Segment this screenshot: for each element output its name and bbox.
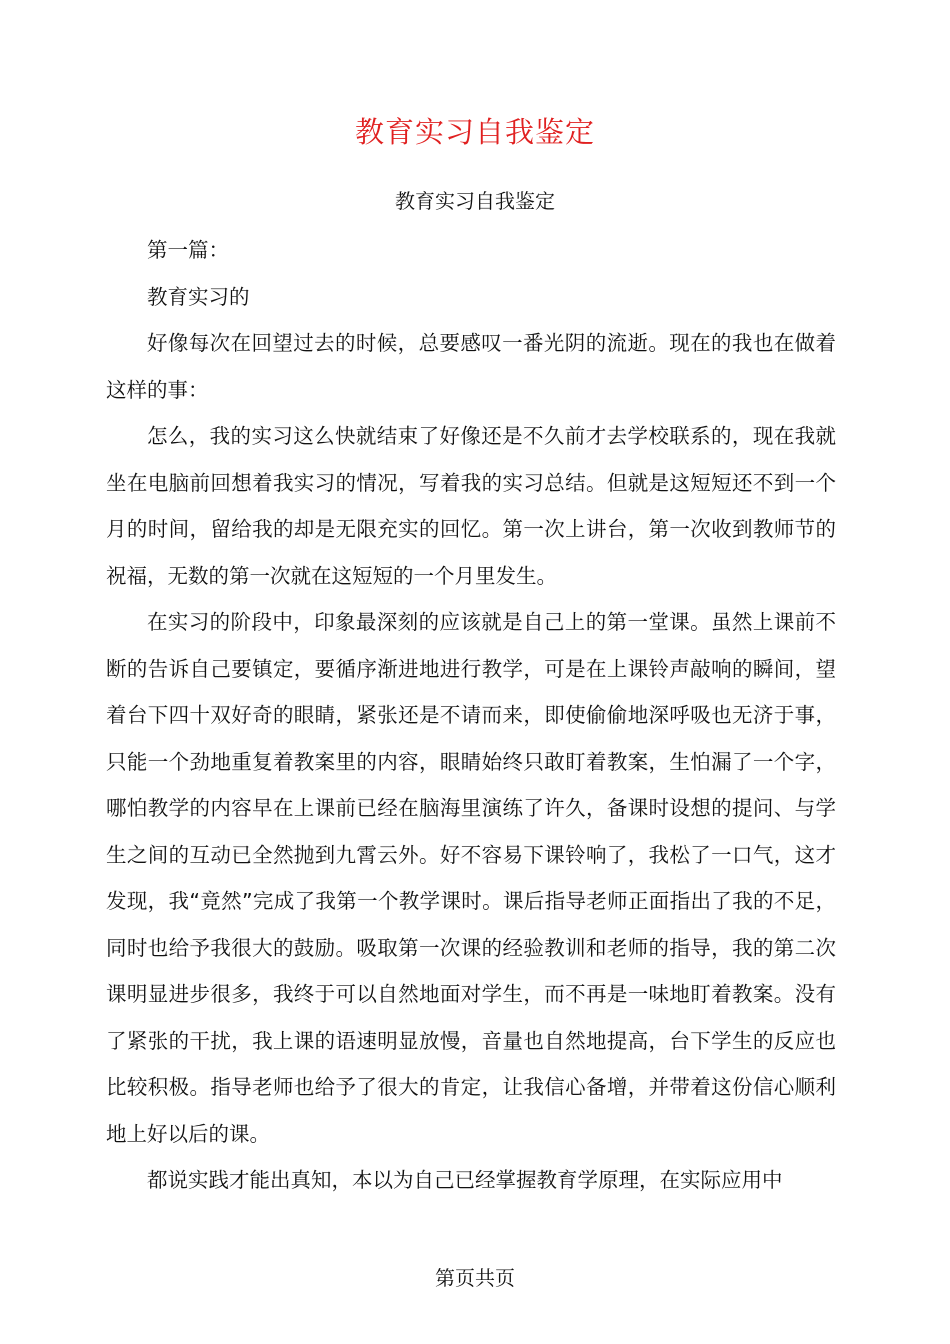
document-title: 教育实习自我鉴定 xyxy=(354,115,595,149)
paragraph: 都说实践才能出真知，本以为自己已经掌握教育学原理，在实际应用中 xyxy=(147,1168,783,1192)
document-body xyxy=(106,227,836,1204)
page-footer: 第页共页 xyxy=(435,1266,515,1290)
paragraph: 好像每次在回望过去的时候，总要感叹一番光阴的流逝。现在的我也在做着这样的事： xyxy=(106,331,836,402)
paragraph-topic-heading: 教育实习的 xyxy=(147,284,250,309)
paragraph-section-heading: 第一篇： xyxy=(147,238,229,262)
paragraph: 在实习的阶段中，印象最深刻的应该就是自己上的第一堂课。虽然上课前不断的告诉自己要镇定，要循序渐进地进行教学，可是在上课铃声敲响的瞬间，望着台下四十双好奇的眼睛，紧张还是不请而来，即使偷偷地深呼吸也无济于事，只能一个劲地重复着教案里的内容，眼睛始终只敢盯着教案，生怕漏了一个字，哪怕教学的内容早在上课前已经在脑海里演练了许久，备课时设想的提问、与学生之间的互动已全然抛到九霄云外。好不容易下课铃响了，我松了一口气，这才发现，我“竟然”完成了我第一个教学课时。课后指导老师正面指出了我的不足，同时也给予我很大的鼓励。吸取第一次课的经验教训和老师的指导，我的第二次课明显进步很多，我终于可以自然地面对学生，而不再是一味地盯着教案。没有了紧张的干扰，我上课的语速明显放慢，音量也自然地提高，台下学生的反应也比较积极。指导老师也给予了很大的肯定，让我信心备增，并带着这份信心顺利地上好以后的课。 xyxy=(106,610,836,1146)
document-subtitle: 教育实习自我鉴定 xyxy=(395,189,555,213)
paragraph: 怎么，我的实习这么快就结束了好像还是不久前才去学校联系的，现在我就坐在电脑前回想着我实习的情况，写着我的实习总结。但就是这短短还不到一个月的时间，留给我的却是无限充实的回忆。第一次上讲台，第一次收到教师节的祝福，无数的第一次就在这短短的一个月里发生。 xyxy=(106,424,836,588)
